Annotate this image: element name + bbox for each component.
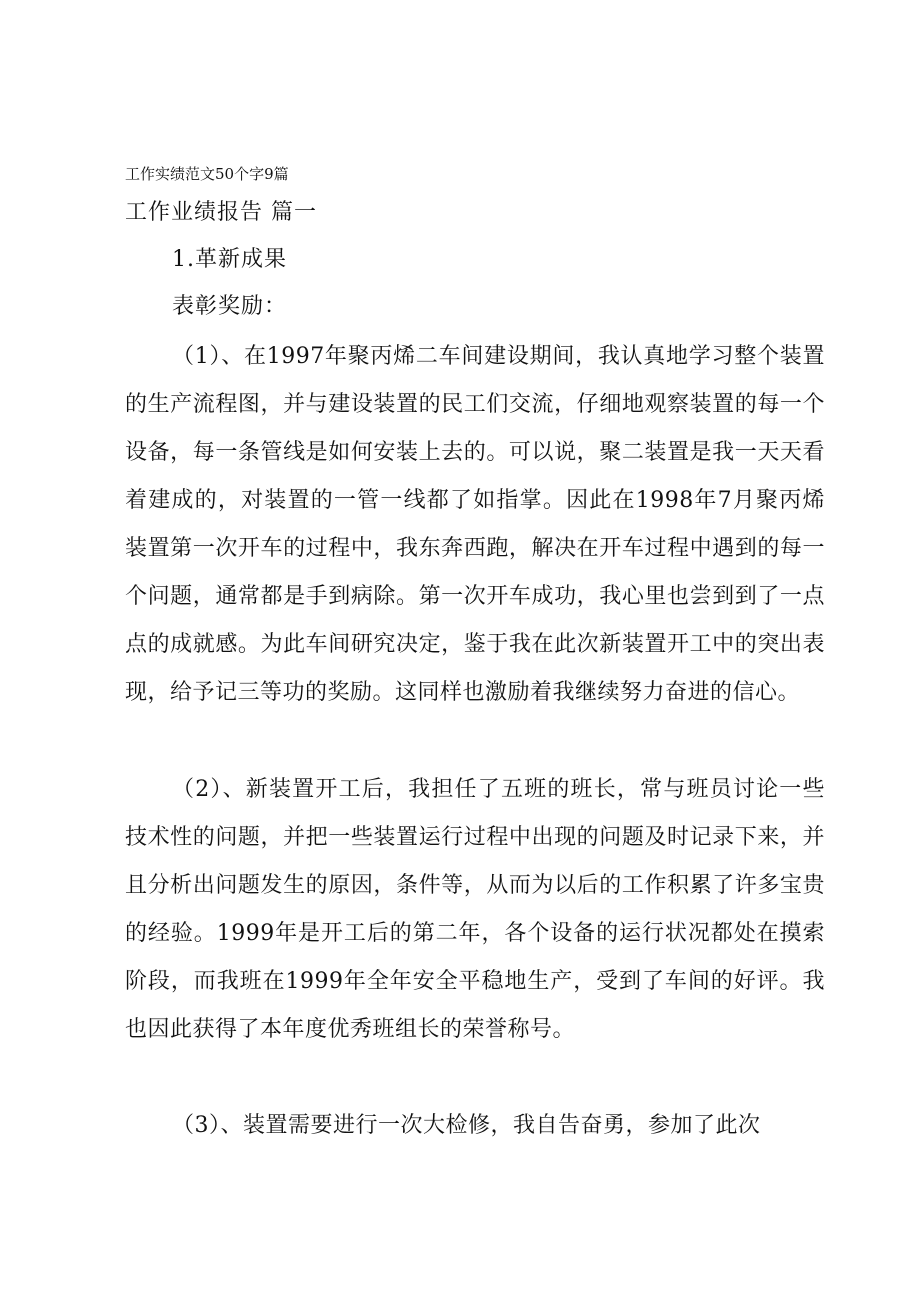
- subheading-innovation-results: 1.革新成果: [172, 247, 287, 272]
- paragraph-3: （3）、装置需要进行一次大检修，我自告奋勇，参加了此次: [172, 1113, 761, 1138]
- paragraph-1: （1）、在1997年聚丙烯二车间建设期间，我认真地学习整个装置的生产流程图，并与建设装置的民工们交流，仔细地观察装置的每一个设备，每一条管线是如何安装上去的。可以说，聚二装置是我一天天看着建成的，对装置的一管一线都了如指掌。因此在1998年7月聚丙烯装置第一次开车的过程中，我东奔西跑，解决在开车过程中遇到的每一个问题，通常都是手到病除。第一次开车成功，我心里也尝到到了一点点的成就感。为此车间研究决定，鉴于我在此次新装置开工中的突出表现，给予记三等功的奖励。这同样也激励着我继续努力奋进的信心。: [125, 344, 825, 705]
- document-header: 工作实绩范文50个字9篇: [125, 165, 289, 183]
- section-title: 工作业绩报告 篇一: [125, 200, 317, 225]
- subheading-commendations: 表彰奖励：: [172, 294, 288, 319]
- paragraph-2: （2）、新装置开工后，我担任了五班的班长，常与班员讨论一些技术性的问题，并把一些装置运行过程中出现的问题及时记录下来，并且分析出问题发生的原因，条件等，从而为以后的工作积累了许多宝贵的经验。1999年是开工后的第二年，各个设备的运行状况都处在摸索阶段，而我班在1999年全年安全平稳地生产，受到了车间的好评。我也因此获得了本年度优秀班组长的荣誉称号。: [125, 777, 825, 1042]
